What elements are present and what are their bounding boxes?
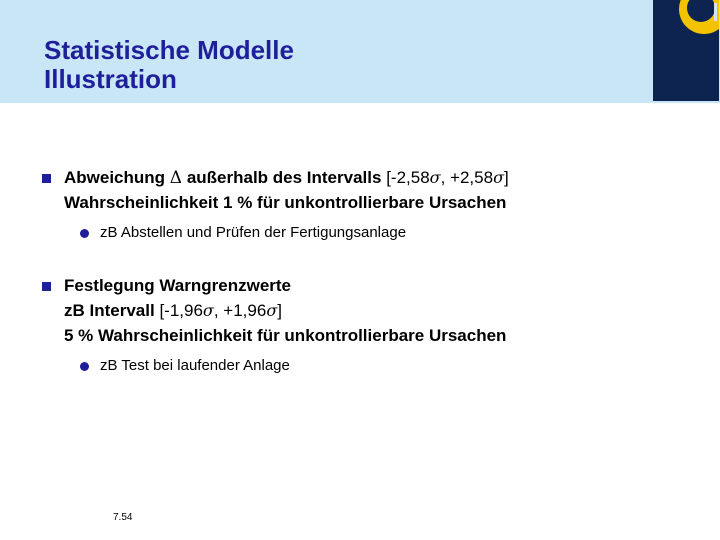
bullet-1-sub: zB Abstellen und Prüfen der Fertigungsanlage bbox=[100, 224, 407, 241]
cover-edition-strip bbox=[714, 3, 717, 21]
bullet-2-text-a: zB Intervall bbox=[64, 301, 155, 320]
bullet-1-text-b: außerhalb des Intervalls bbox=[186, 168, 382, 187]
bullet-2-line-3: 5 % Wahrscheinlichkeit für unkontrollierbare Ursachen bbox=[64, 326, 507, 345]
bullet-square-icon bbox=[42, 174, 51, 183]
bullet-2-line-1: Festlegung Warngrenzwerte bbox=[64, 276, 292, 295]
interval-close: ] bbox=[503, 168, 509, 187]
bullet-dot-icon bbox=[80, 229, 89, 238]
interval-end: , +2,58 bbox=[440, 168, 494, 187]
bullet-dot-icon bbox=[80, 362, 89, 371]
interval-start: [-2,58 bbox=[386, 168, 430, 187]
bullet-1-line-2: Wahrscheinlichkeit 1 % für unkontrollierbare Ursachen bbox=[64, 193, 507, 212]
interval-start: [-1,96 bbox=[159, 301, 203, 320]
page-title bbox=[44, 36, 294, 94]
sigma-symbol: σ bbox=[266, 301, 278, 320]
bullet-square-icon bbox=[42, 282, 51, 291]
title-line-1: Statistische Modelle bbox=[44, 35, 294, 65]
title-line-2: Illustration bbox=[44, 64, 177, 94]
sigma-symbol: σ bbox=[429, 168, 441, 187]
interval-end: , +1,96 bbox=[213, 301, 267, 320]
delta-symbol: Δ bbox=[169, 168, 183, 188]
bullet-1-line-1 bbox=[64, 166, 509, 190]
page-number: 7.54 bbox=[113, 512, 133, 523]
bullet-2-line-2 bbox=[64, 299, 282, 323]
bullet-1-text-a: Abweichung bbox=[64, 168, 166, 187]
sigma-symbol: σ bbox=[493, 168, 504, 187]
interval-close: ] bbox=[277, 301, 282, 320]
bullet-2-sub: zB Test bei laufender Anlage bbox=[100, 357, 290, 374]
book-cover-image bbox=[653, 0, 719, 101]
sigma-symbol: σ bbox=[202, 301, 214, 320]
